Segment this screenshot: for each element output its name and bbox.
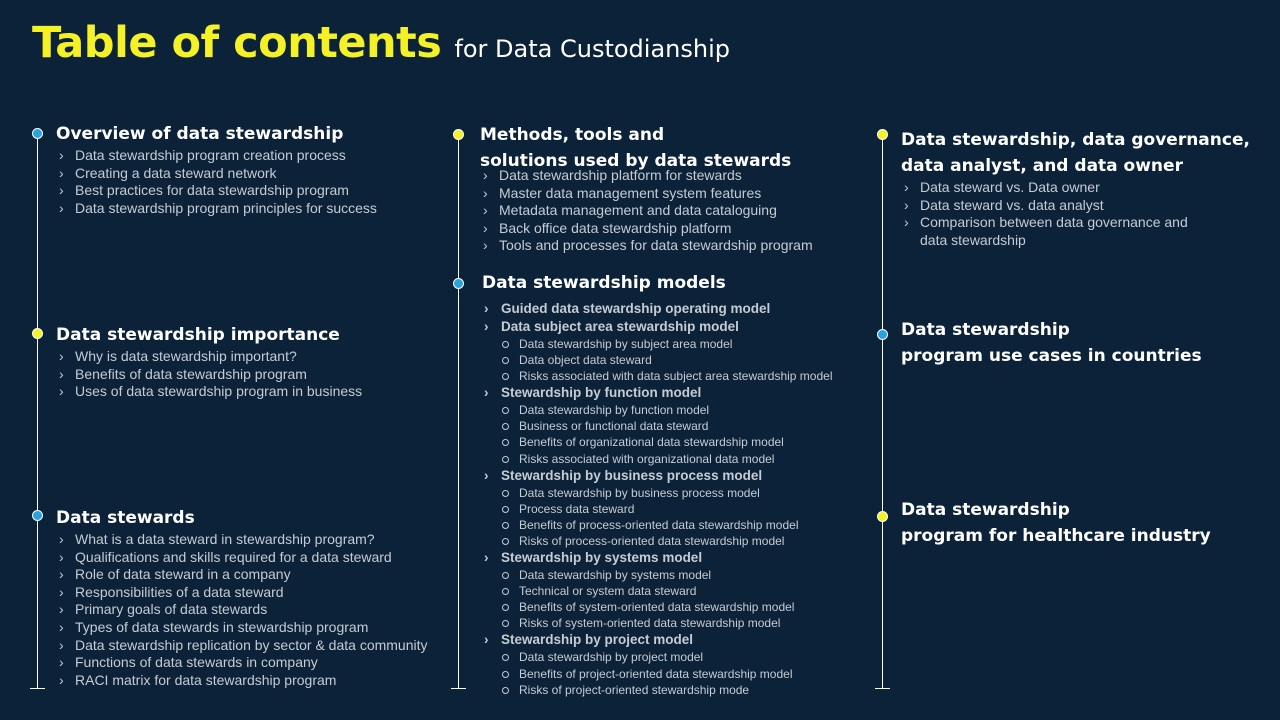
timeline-line-left (37, 134, 38, 689)
section-title-line: Methods, tools and (480, 125, 665, 145)
timeline-end-right (875, 688, 890, 689)
list-item: › Data stewardship program principles for success (56, 200, 377, 218)
list-item: › RACI matrix for data stewardship program (56, 672, 428, 690)
list-item: › Functions of data stewards in company (56, 654, 428, 672)
section-title-line: Data stewardship (901, 500, 1070, 520)
model-item (482, 467, 833, 549)
section-healthcare (901, 497, 1211, 549)
model-sub-item: Data stewardship by subject area model (482, 336, 833, 352)
section-title-line: Data stewardship, data governance, (901, 130, 1250, 150)
list-item: › Data steward vs. data analyst (901, 197, 1201, 215)
page-title-row (32, 18, 730, 68)
model-title: › Stewardship by function model (482, 384, 833, 402)
list-item: › Qualifications and skills required for a data steward (56, 549, 428, 567)
timeline-end-middle (451, 688, 466, 689)
model-sub-item: Risks of process-oriented data stewardship model (482, 533, 833, 549)
section-title (56, 121, 377, 147)
timeline-line-right (882, 134, 883, 689)
list-item: › Master data management system features (480, 185, 813, 203)
section-use-cases (901, 317, 1202, 369)
model-item (482, 549, 833, 631)
section-title-line: Data stewards (56, 508, 195, 528)
model-title: › Guided data stewardship operating model (482, 300, 833, 318)
model-item (482, 318, 833, 384)
section-overview (56, 121, 377, 217)
section-models (482, 270, 833, 698)
list-item: › Benefits of data stewardship program (56, 366, 362, 384)
model-sub-item: Risks associated with organizational data model (482, 451, 833, 467)
list-item: › Data stewardship program creation process (56, 147, 377, 165)
timeline-dot (877, 129, 888, 140)
timeline-end-left (30, 688, 45, 689)
section-title (56, 505, 428, 531)
section-items (56, 147, 377, 217)
list-item: › Responsibilities of a data steward (56, 584, 428, 602)
model-sub-list (482, 649, 833, 697)
section-title-line: data analyst, and data owner (901, 156, 1183, 176)
timeline-dot (877, 511, 888, 522)
list-item: › Primary goals of data stewards (56, 601, 428, 619)
model-sub-list (482, 336, 833, 384)
model-sub-item: Risks associated with data subject area stewardship model (482, 368, 833, 384)
section-title (901, 317, 1202, 369)
section-title-line: Data stewardship (901, 320, 1070, 340)
model-sub-item: Risks of project-oriented stewardship mode (482, 682, 833, 698)
list-item: › Role of data steward in a company (56, 566, 428, 584)
model-sub-item: Data stewardship by project model (482, 649, 833, 665)
model-sub-list (482, 567, 833, 631)
model-title: › Stewardship by business process model (482, 467, 833, 485)
model-title: › Data subject area stewardship model (482, 318, 833, 336)
list-item: › Data stewardship platform for stewards (480, 167, 813, 185)
section-title-line: program for healthcare industry (901, 526, 1211, 546)
section-items (56, 348, 362, 401)
model-item (482, 384, 833, 466)
model-sub-item: Data stewardship by systems model (482, 567, 833, 583)
timeline-dot (32, 328, 43, 339)
timeline-dot (453, 129, 464, 140)
list-item: › Data steward vs. Data owner (901, 179, 1201, 197)
list-item: › Tools and processes for data stewardship program (480, 237, 813, 255)
section-title-line: Data stewardship models (482, 273, 726, 293)
model-sub-item: Benefits of organizational data stewardship model (482, 434, 833, 450)
list-item: › Comparison between data governance and data stewardship (901, 214, 1201, 249)
page-subtitle: for Data Custodianship (454, 35, 730, 63)
section-title (56, 322, 362, 348)
section-importance (56, 322, 362, 401)
model-sub-item: Benefits of project-oriented data stewardship model (482, 666, 833, 682)
section-methods-tools (480, 122, 813, 255)
section-data-stewards (56, 505, 428, 689)
list-item: › Back office data stewardship platform (480, 220, 813, 238)
section-title (482, 270, 833, 296)
list-item: › Types of data stewards in stewardship program (56, 619, 428, 637)
list-item: › Metadata management and data cataloguing (480, 202, 813, 220)
list-item: › What is a data steward in stewardship program? (56, 531, 428, 549)
timeline-dot (32, 510, 43, 521)
section-title (901, 127, 1250, 179)
page-title: Table of contents (32, 18, 442, 68)
model-title: › Stewardship by project model (482, 631, 833, 649)
list-item: › Why is data stewardship important? (56, 348, 362, 366)
list-item: › Creating a data steward network (56, 165, 377, 183)
model-sub-list (482, 402, 833, 466)
section-governance-comparison (901, 127, 1250, 249)
model-sub-item: Process data steward (482, 501, 833, 517)
model-sub-item: Data stewardship by function model (482, 402, 833, 418)
model-sub-list (482, 485, 833, 549)
model-sub-item: Data stewardship by business process model (482, 485, 833, 501)
timeline-dot (877, 329, 888, 340)
model-item (482, 300, 833, 318)
section-title-line: Overview of data stewardship (56, 124, 344, 144)
model-sub-item: Data object data steward (482, 352, 833, 368)
section-title (901, 497, 1211, 549)
model-sub-item: Risks of system-oriented data stewardship model (482, 615, 833, 631)
model-sub-item: Business or functional data steward (482, 418, 833, 434)
section-title-line: Data stewardship importance (56, 325, 340, 345)
section-title-line: program use cases in countries (901, 346, 1202, 366)
section-items (56, 531, 428, 689)
list-item: › Uses of data stewardship program in business (56, 383, 362, 401)
section-title-line: solutions used by data stewards (480, 151, 792, 171)
timeline-line-middle (458, 134, 459, 689)
models-list (482, 300, 833, 698)
timeline-dot (32, 128, 43, 139)
model-sub-item: Benefits of process-oriented data stewardship model (482, 517, 833, 533)
model-item (482, 631, 833, 697)
timeline-dot (453, 278, 464, 289)
model-title: › Stewardship by systems model (482, 549, 833, 567)
list-item: › Best practices for data stewardship program (56, 182, 377, 200)
model-sub-item: Benefits of system-oriented data stewardship model (482, 599, 833, 615)
model-sub-item: Technical or system data steward (482, 583, 833, 599)
section-items (901, 179, 1201, 249)
section-items (480, 167, 813, 255)
list-item: › Data stewardship replication by sector & data community (56, 637, 428, 655)
